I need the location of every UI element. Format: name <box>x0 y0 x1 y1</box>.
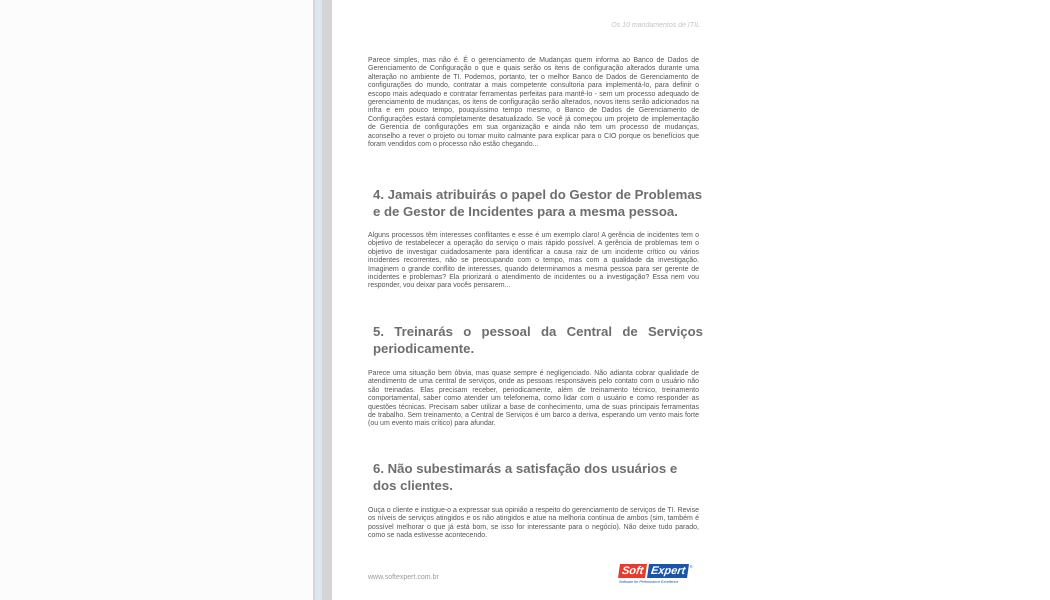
section-6-body: Ouça o cliente e instigue-o a expressar sua opinião a respeito do gerenciamento de serviços de TI. Revise os níveis de serviços atingidos e os não atingidos e atue na melhoria contínua de ambos (sim, também é possível melhorar o que já está bom, se isso for interessante para o negócio). Não deixe tudo parado, como se nada estivesse acontecendo. <box>368 507 699 540</box>
section-5-body: Parece uma situação bem óbvia, mas quase sempre é negligenciado. Não adianta cobrar qualidade de atendimento de uma central de serviços, onde as pessoas responsáveis pelo contato com o usuário não são treinadas. Elas precisam receber, periodicamente, além de treinamento técnico, treinamento comportamental, saber como atender um telefonema, como lidar com o usuário e como responder as questões técnicas. Precisam saber utilizar a base de conhecimento, uma de suas principais ferramentas de trabalho. Sem treinamento, a Central de Serviços é um barco a deriva, esperando um vento mais forte (ou um evento mais crítico) para afundar. <box>368 370 699 428</box>
running-header: Os 10 mandamentos de ITIL <box>611 22 700 29</box>
intro-paragraph: Parece simples, mas não é. É o gerenciamento de Mudanças quem informa ao Banco de Dados de Gerenciamento de Configuração o que e quais serão os itens de configuração alterados durante uma alteração no ambiente de TI. Podemos, portanto, ter o melhor Banco de Dados de Gerenciamento de configurações do mundo, contratar a mais competente consultoria para implementá-lo, para definir o escopo mais adequado e contratar ferramentas perfeitas para mantê-lo - sem um processo adequado de gerenciamento de mudanças, os itens de configuração serão alterados, novos itens serão adicionados na infra e em pouco tempo, pouquíssimo tempo mesmo, o Banco de Dados de Gerenciamento de Configurações estará completamente desatualizado. Se você já começou um projeto de implementação de Gerencia de configurações em sua organização e ainda não tem um processo de mudanças, aconselho a rever o projeto ou tomar muito calmante para explicar para o CIO porque os benefícios que foram vendidos com o processo não estão chegando... <box>368 57 699 149</box>
section-5-heading: 5. Treinarás o pessoal da Central de Serviços periodicamente. <box>373 324 703 356</box>
viewer-left-rail <box>315 0 322 600</box>
section-4-heading: 4. Jamais atribuirás o papel do Gestor de Problemas e de Gestor de Incidentes para a mesma pessoa. <box>373 187 703 219</box>
registered-mark: ® <box>689 564 693 569</box>
page-gutter <box>322 0 332 600</box>
softexpert-logo <box>619 564 701 588</box>
logo-tagline: Software for Performance Excellence <box>619 580 679 584</box>
logo-expert-text: Expert <box>647 564 689 578</box>
footer-website-link[interactable]: www.softexpert.com.br <box>368 574 439 581</box>
section-6-heading: 6. Não subestimarás a satisfação dos usuários e dos clientes. <box>373 461 678 493</box>
logo-soft-text: Soft <box>618 564 647 578</box>
section-4-body: Alguns processos têm interesses conflitantes e esse é um exemplo claro! A gerência de incidentes tem o objetivo de restabelecer a operação do serviço o mais rápido possível. A gerência de problemas tem o objetivo de investigar cuidadosamente para identificar a causa raiz de um incidente crítico ou vários incidentes recorrentes, não se preocupando com o tempo, mas com a qualidade da investigação. Imaginem o grande conflito de interesses, quando determinamos a mesma pessoa para ser gerente de incidentes e problemas? Ela priorizará o atendimento de incidentes ou a investigação? Essa nem vou responder, vou deixar para vocês pensarem... <box>368 232 699 290</box>
